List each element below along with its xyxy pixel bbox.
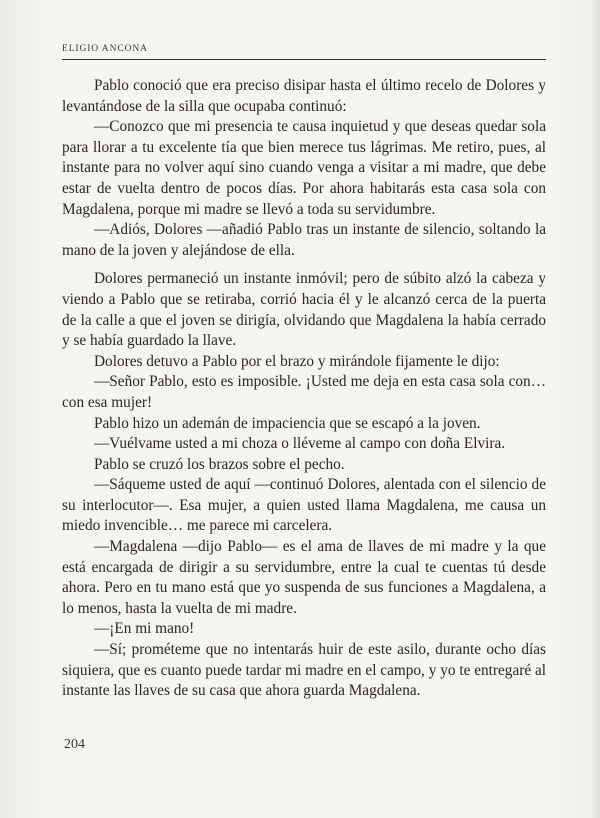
- running-head: ELIGIO ANCONA: [62, 44, 148, 54]
- paragraph: —Conozco que mi presencia te causa inquietud y que deseas quedar sola para llorar a tu excelente tía que bien merece tus lágrimas. Me retiro, pues, al instante para no volver aquí sino cuando venga a visitar a mi madre, que debe estar de vuelta dentro de pocos días. Por ahora habitarás esta casa sola con Magdalena, porque mi madre se llevó a toda su servidumbre.: [62, 118, 546, 218]
- text-block: [62, 76, 546, 702]
- paragraph: —Sí; prométeme que no intentarás huir de este asilo, durante ocho días siquiera, que es cuanto puede tardar mi madre en el campo, y yo te entregaré al instante las llaves de su casa que ahora guarda Magdalena.: [62, 641, 546, 700]
- page-number: 204: [64, 737, 85, 752]
- paragraph: —Sáqueme usted de aquí —continuó Dolores, alentada con el silencio de su interlocutor—. Esa mujer, a quien usted llama Magdalena, me causa un miedo invencible… me parece mi carcelera.: [62, 476, 546, 535]
- paragraph: Dolores permaneció un instante inmóvil; pero de súbito alzó la cabeza y viendo a Pablo que se retiraba, corrió hacia él y le alcanzó cerca de la puerta de la calle a que el joven se dirigía, olvidando que Magdalena la había cerrado y se había guardado la llave.: [62, 270, 546, 350]
- paragraph: Pablo se cruzó los brazos sobre el pecho.: [94, 455, 345, 473]
- paragraph: —Vuélvame usted a mi choza o lléveme al campo con doña Elvira.: [94, 435, 506, 453]
- header-rule: [62, 59, 546, 60]
- page-edge-shadow: [590, 0, 600, 818]
- paragraph: —Señor Pablo, esto es imposible. ¡Usted me deja en esta casa sola con… con esa mujer!: [62, 373, 546, 411]
- paragraph: —¡En mi mano!: [94, 620, 195, 638]
- paragraph: —Adiós, Dolores —añadió Pablo tras un instante de silencio, soltando la mano de la joven y alejándose de ella.: [62, 221, 546, 259]
- paragraph: —Magdalena —dijo Pablo— es el ama de llaves de mi madre y la que está encargada de dirigir a su servidumbre, entre la cual te cuentas tú desde ahora. Pero en tu mano está que yo suspenda de sus funciones a Magdalena, a lo menos, hasta la vuelta de mi madre.: [62, 538, 546, 617]
- paragraph: Pablo conoció que era preciso disipar hasta el último recelo de Dolores y levantándose de la silla que ocupaba continuó:: [62, 77, 546, 115]
- paragraph: Dolores detuvo a Pablo por el brazo y mirándole fijamente le dijo:: [94, 352, 500, 370]
- paragraph: Pablo hizo un ademán de impaciencia que se escapó a la joven.: [94, 414, 481, 432]
